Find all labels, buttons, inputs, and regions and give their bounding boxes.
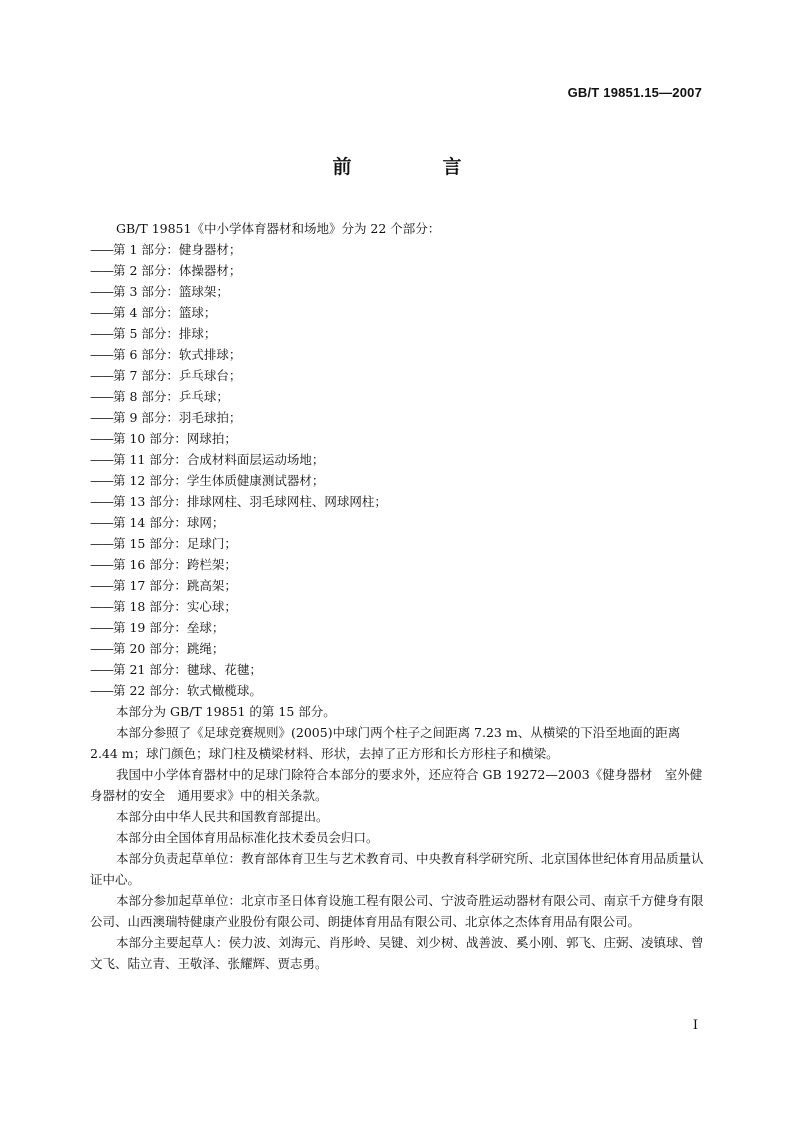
- part-label: 第 3 部分：篮球架；: [113, 284, 229, 299]
- part-label: 第 10 部分：网球拍；: [113, 431, 237, 446]
- dash-mark: ——: [90, 515, 113, 530]
- part-item: [90, 575, 706, 596]
- dash-mark: ——: [90, 347, 113, 362]
- part-item: [90, 659, 706, 680]
- part-label: 第 15 部分：足球门；: [113, 536, 237, 551]
- part-label: 第 9 部分：羽毛球拍；: [113, 410, 242, 425]
- part-item: [90, 281, 706, 302]
- part-item: [90, 323, 706, 344]
- part-label: 第 22 部分：软式橄榄球。: [113, 683, 262, 698]
- dash-mark: ——: [90, 389, 113, 404]
- part-label: 第 12 部分：学生体质健康测试器材；: [113, 473, 325, 488]
- page-number: I: [692, 1018, 698, 1033]
- dash-mark: ——: [90, 452, 113, 467]
- dash-mark: ——: [90, 263, 113, 278]
- part-label: 第 8 部分：乒乓球；: [113, 389, 229, 404]
- part-item: [90, 365, 706, 386]
- part-item: [90, 638, 706, 659]
- part-label: 第 13 部分：排球网柱、羽毛球网柱、网球网柱；: [113, 494, 387, 509]
- part-item: [90, 302, 706, 323]
- dash-mark: ——: [90, 284, 113, 299]
- part-label: 第 19 部分：垒球；: [113, 620, 225, 635]
- dash-mark: ——: [90, 536, 113, 551]
- dash-mark: ——: [90, 641, 113, 656]
- part-label: 第 5 部分：排球；: [113, 326, 217, 341]
- parts-list: [90, 239, 706, 701]
- part-item: [90, 470, 706, 491]
- body-paragraph: 本部分为 GB/T 19851 的第 15 部分。: [116, 704, 336, 719]
- dash-mark: ——: [90, 431, 113, 446]
- dash-mark: ——: [90, 242, 113, 257]
- part-label: 第 18 部分：实心球；: [113, 599, 237, 614]
- body-paragraph: 我国中小学体育器材中的足球门除符合本部分的要求外，还应符合 GB 19272—2003《健身器材 室外健身器材的安全 通用要求》中的相关条款。: [90, 767, 703, 803]
- part-item: [90, 239, 706, 260]
- part-item: [90, 491, 706, 512]
- part-item: [90, 512, 706, 533]
- part-label: 第 4 部分：篮球；: [113, 305, 217, 320]
- dash-mark: ——: [90, 599, 113, 614]
- part-label: 第 2 部分：体操器材；: [113, 263, 242, 278]
- part-item: [90, 407, 706, 428]
- part-item: [90, 554, 706, 575]
- part-item: [90, 596, 706, 617]
- part-label: 第 21 部分：毽球、花毽；: [113, 662, 262, 677]
- standard-code: GB/T 19851.15—2007: [567, 85, 702, 100]
- part-item: [90, 344, 706, 365]
- dash-mark: ——: [90, 410, 113, 425]
- part-item: [90, 386, 706, 407]
- part-label: 第 20 部分：跳绳；: [113, 641, 225, 656]
- part-item: [90, 260, 706, 281]
- part-item: [90, 428, 706, 449]
- dash-mark: ——: [90, 620, 113, 635]
- dash-mark: ——: [90, 473, 113, 488]
- part-item: [90, 617, 706, 638]
- part-label: 第 7 部分：乒乓球台；: [113, 368, 242, 383]
- part-item: [90, 680, 706, 701]
- part-label: 第 1 部分：健身器材；: [113, 242, 242, 257]
- dash-mark: ——: [90, 578, 113, 593]
- dash-mark: ——: [90, 683, 113, 698]
- dash-mark: ——: [90, 368, 113, 383]
- body-paragraph: 本部分参照了《足球竞赛规则》(2005)中球门两个柱子之间距离 7.23 m、从横梁的下沿至地面的距离 2.44 m；球门颜色；球门柱及横梁材料、形状，去掉了正方形和长方形柱子和横梁。: [90, 725, 681, 761]
- body-paragraph: 本部分由全国体育用品标准化技术委员会归口。: [116, 830, 379, 845]
- body-paragraph: 本部分负责起草单位：教育部体育卫生与艺术教育司、中央教育科学研究所、北京国体世纪体育用品质量认证中心。: [90, 851, 704, 887]
- dash-mark: ——: [90, 662, 113, 677]
- dash-mark: ——: [90, 557, 113, 572]
- dash-mark: ——: [90, 326, 113, 341]
- part-item: [90, 533, 706, 554]
- body-paragraph: 本部分主要起草人：侯力波、刘海元、肖彤岭、吴键、刘少树、战善波、奚小刚、郭飞、庄弼、凌镇球、曾文飞、陆立青、王敬泽、张耀辉、贾志勇。: [90, 935, 704, 971]
- page-title: 前 言: [332, 156, 498, 178]
- foreword-content: [90, 218, 706, 974]
- part-item: [90, 449, 706, 470]
- part-label: 第 17 部分：跳高架；: [113, 578, 237, 593]
- part-label: 第 16 部分：跨栏架；: [113, 557, 237, 572]
- dash-mark: ——: [90, 305, 113, 320]
- part-label: 第 14 部分：球网；: [113, 515, 225, 530]
- intro-paragraph: GB/T 19851《中小学体育器材和场地》分为 22 个部分：: [116, 221, 441, 236]
- dash-mark: ——: [90, 494, 113, 509]
- body-paragraph: 本部分参加起草单位：北京市圣日体育设施工程有限公司、宁波奇胜运动器材有限公司、南京千方健身有限公司、山西澳瑞特健康产业股份有限公司、朗捷体育用品有限公司、北京体之杰体育用品有限公司。: [90, 893, 704, 929]
- part-label: 第 11 部分：合成材料面层运动场地；: [113, 452, 325, 467]
- part-label: 第 6 部分：软式排球；: [113, 347, 242, 362]
- body-paragraph: 本部分由中华人民共和国教育部提出。: [116, 809, 329, 824]
